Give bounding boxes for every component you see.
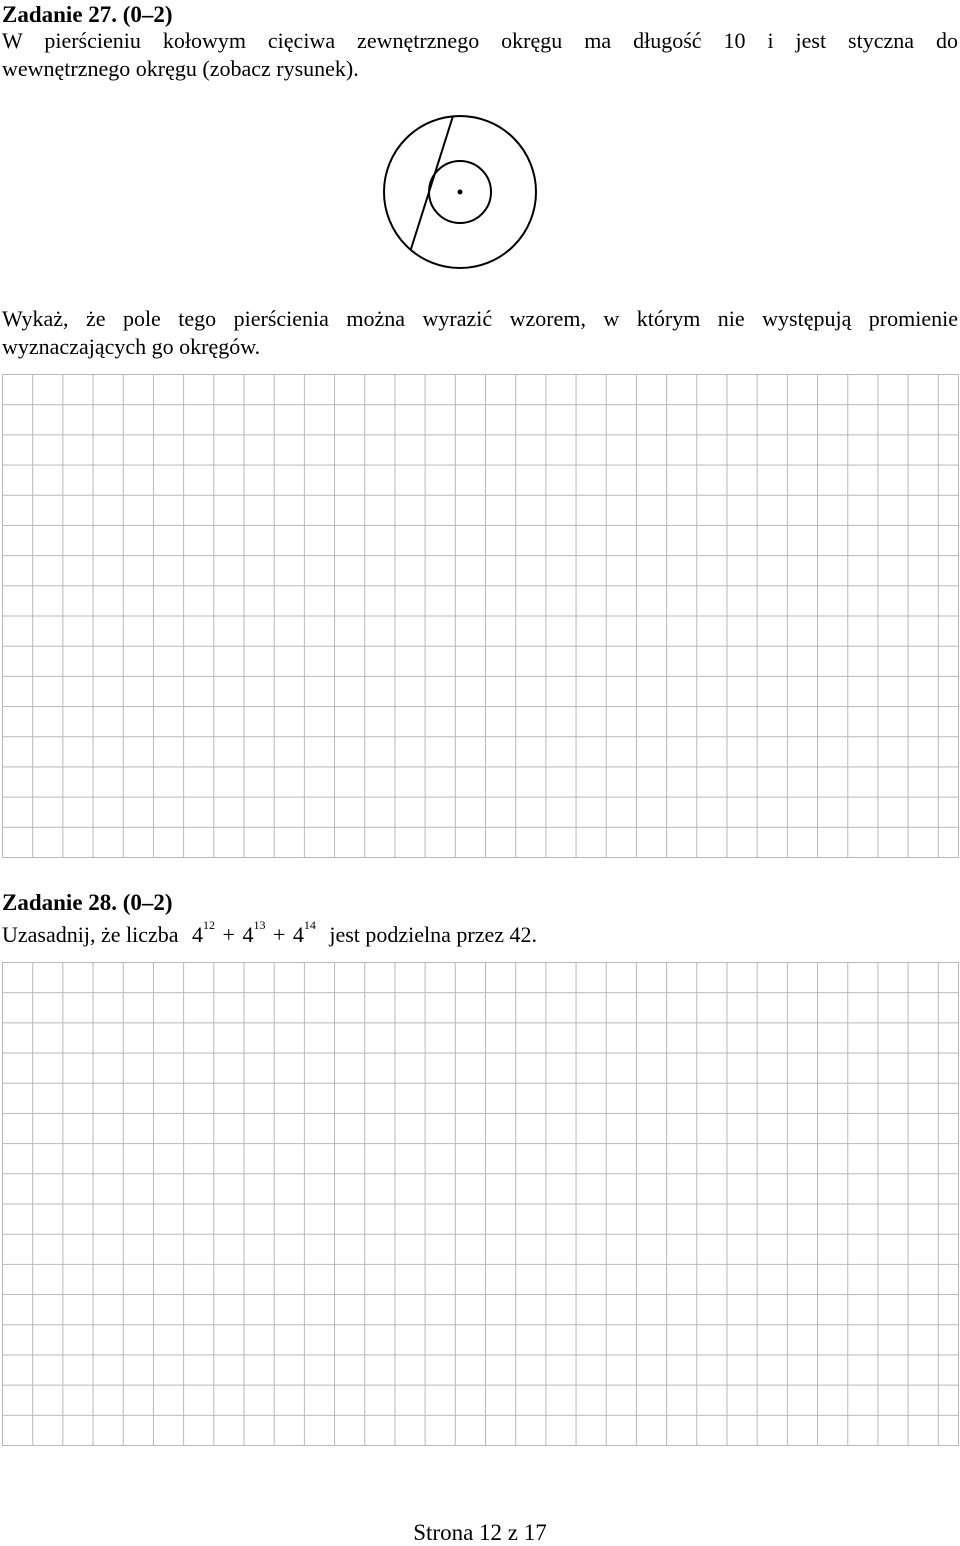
answer-grid-task27[interactable] bbox=[2, 374, 959, 858]
task27-intro-line2: wewnętrznego okręgu (zobacz rysunek). bbox=[2, 56, 359, 81]
task27-title: Zadanie 27. (0–2) bbox=[2, 2, 173, 27]
task28-suffix: jest podzielna przez 42. bbox=[329, 922, 538, 947]
plus-sign-1: + bbox=[222, 922, 235, 947]
power-exponent-2: 13 bbox=[253, 918, 266, 932]
power-base-2: 4 bbox=[242, 922, 254, 947]
power-expression bbox=[192, 918, 316, 951]
task27-question-text-1: Wykaż, że pole tego pierścienia można wyrazić wzorem, w którym nie występują promienie bbox=[2, 306, 958, 331]
power-exponent-3: 14 bbox=[303, 918, 316, 932]
task28-prefix: Uzasadnij, że liczba bbox=[2, 922, 179, 947]
tangent-chord bbox=[411, 116, 453, 249]
task28-statement bbox=[2, 918, 538, 951]
task27-question-line2: wyznaczających go okręgów. bbox=[2, 334, 261, 359]
power-exponent-1: 12 bbox=[203, 918, 216, 932]
task28-title: Zadanie 28. (0–2) bbox=[2, 890, 173, 915]
plus-sign-2: + bbox=[272, 922, 286, 947]
power-base-1: 4 bbox=[192, 922, 204, 947]
power-base-3: 4 bbox=[292, 922, 304, 947]
annulus-figure bbox=[380, 112, 540, 272]
task27-intro-line1 bbox=[2, 28, 958, 54]
answer-grid-task28[interactable] bbox=[2, 962, 959, 1446]
page-number: Strona 12 z 17 bbox=[413, 1520, 547, 1545]
center-point bbox=[458, 190, 463, 195]
task27-question-line1 bbox=[2, 306, 958, 332]
task27-intro-text-1: W pierścieniu kołowym cięciwa zewnętrznego okręgu ma długość 10 i jest styczna do bbox=[2, 28, 958, 53]
